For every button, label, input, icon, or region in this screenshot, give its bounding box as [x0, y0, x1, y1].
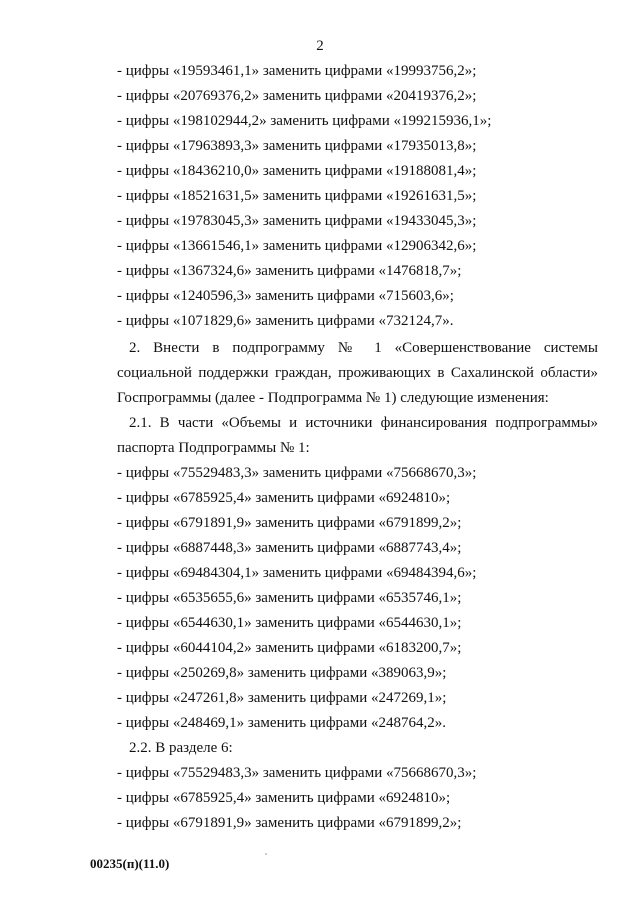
list-item: - цифры «6887448,3» заменить цифрами «6887743,4»; — [117, 540, 462, 556]
subsection-2-2-heading: 2.2. В разделе 6: — [129, 740, 233, 756]
list-item: - цифры «6785925,4» заменить цифрами «6924810»; — [117, 490, 451, 506]
list-item: - цифры «18436210,0» заменить цифрами «19188081,4»; — [117, 163, 477, 179]
list-item: - цифры «247261,8» заменить цифрами «247269,1»; — [117, 690, 447, 706]
list-item: - цифры «1367324,6» заменить цифрами «1476818,7»; — [117, 263, 462, 279]
footer-document-code: 00235(п)(11.0) — [90, 856, 170, 871]
list-item: - цифры «6791891,9» заменить цифрами «6791899,2»; — [117, 815, 462, 831]
section2-intro-paragraph: 2. Внести в подпрограмму № 1 «Совершенствование системы социальной поддержки граждан, проживающих в Сахалинской области» Госпрограммы (далее - Подпрограмма № 1) следующие изменения: — [117, 340, 598, 406]
list-item: - цифры «1071829,6» заменить цифрами «732124,7». — [117, 313, 454, 329]
list-item: - цифры «18521631,5» заменить цифрами «19261631,5»; — [117, 188, 477, 204]
list-item: - цифры «75529483,3» заменить цифрами «75668670,3»; — [117, 465, 477, 481]
list-item: - цифры «6544630,1» заменить цифрами «6544630,1»; — [117, 615, 462, 631]
subsection-2-1-heading: 2.1. В части «Объемы и источники финансирования подпрограммы» паспорта Подпрограммы № 1: — [117, 415, 598, 456]
list-item: - цифры «6044104,2» заменить цифрами «6183200,7»; — [117, 640, 462, 656]
list-item: - цифры «1240596,3» заменить цифрами «715603,6»; — [117, 288, 454, 304]
list-item: - цифры «6791891,9» заменить цифрами «6791899,2»; — [117, 515, 462, 531]
list-item: - цифры «69484304,1» заменить цифрами «69484394,6»; — [117, 565, 477, 581]
list-item: - цифры «248469,1» заменить цифрами «248764,2». — [117, 715, 446, 731]
list-item: - цифры «250269,8» заменить цифрами «389063,9»; — [117, 665, 447, 681]
list-item: - цифры «17963893,3» заменить цифрами «17935013,8»; — [117, 138, 477, 154]
list-item: - цифры «13661546,1» заменить цифрами «12906342,6»; — [117, 238, 477, 254]
list-item: - цифры «6535655,6» заменить цифрами «6535746,1»; — [117, 590, 462, 606]
scan-speck — [265, 853, 267, 855]
list-item: - цифры «6785925,4» заменить цифрами «6924810»; — [117, 790, 451, 806]
list-item: - цифры «75529483,3» заменить цифрами «75668670,3»; — [117, 765, 477, 781]
list-item: - цифры «20769376,2» заменить цифрами «20419376,2»; — [117, 88, 477, 104]
page-number: 2 — [316, 38, 324, 54]
list-item: - цифры «19593461,1» заменить цифрами «19993756,2»; — [117, 63, 477, 79]
list-item: - цифры «19783045,3» заменить цифрами «19433045,3»; — [117, 213, 477, 229]
list-item: - цифры «198102944,2» заменить цифрами «199215936,1»; — [117, 113, 492, 129]
